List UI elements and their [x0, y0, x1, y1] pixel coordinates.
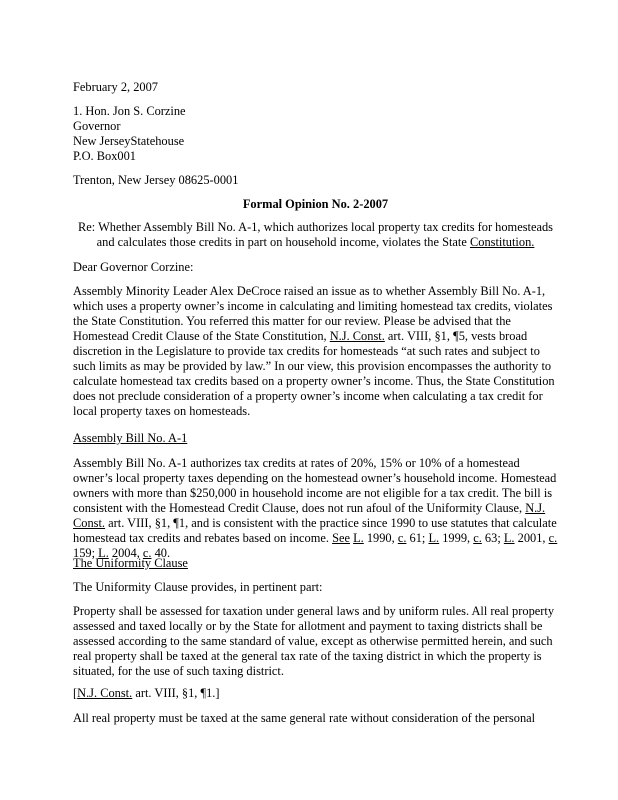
paragraph-intro: Assembly Minority Leader Alex DeCroce raised an issue as to whether Assembly Bill No. A-1, which uses a property owner’s income in calculating and limiting homestead tax credits, violates the State Constitution. You referred this matter for our review. Please be advised that the Homestead Credit Clause of the State Constitution, N.J. Const. art. VIII, §1, ¶5, vests broad discretion in the Legislature to provide tax credits for homesteads “at such rates and subject to such limits as may be provided by law.” In our view, this provision encompasses the authority to calculate homestead tax credits based on a property owner’s income. Thus, the State Constitution does not preclude consideration of a property owner’s income when calculating a tax credit for local property taxes on homesteads.: [73, 284, 555, 418]
paragraph-closing: All real property must be taxed at the same general rate without consideration of the personal: [73, 711, 536, 725]
citation-signal: See: [332, 531, 350, 545]
citation: N.J. Const.: [77, 686, 133, 700]
constitution-citation: [N.J. Const. art. VIII, §1, ¶1.]: [73, 686, 220, 700]
block-quote: Property shall be assessed for taxation under general laws and by uniform rules. All real property assessed and taxed locally or by the State for allotment and payment to taxing districts shall be assessed according to the same standard of value, except as otherwise permitted herein, and such real property shall be taxed at the general tax rate of the taxing district in which the property is situated, for the use of such taxing district.: [73, 604, 555, 678]
addressee-line: 1. Hon. Jon S. Corzine: [73, 104, 186, 118]
paragraph-lead-in: The Uniformity Clause provides, in pertinent part:: [73, 580, 323, 594]
addressee-block: [73, 104, 558, 164]
addressee-line: P.O. Box001: [73, 149, 136, 163]
addressee-line: Governor: [73, 119, 121, 133]
letter-date: February 2, 2007: [73, 80, 158, 94]
citation: N.J.: [525, 501, 546, 515]
section-heading: Assembly Bill No. A-1: [73, 431, 188, 445]
citation: L.: [98, 546, 109, 560]
paragraph-bill: Assembly Bill No. A-1 authorizes tax credits at rates of 20%, 15% or 10% of a homestead owner’s local property taxes depending on the homestead owner’s household income. Homestead owners with more than $250,000 in household income are not eligible for a tax credit. The bill is consistent with the Homestead Credit Clause, does not run afoul of the Uniformity Clause, N.J. Const. art. VIII, §1, ¶1, and is consistent with the practice since 1990 to use statutes that calculate homestead tax credits and rebates based on income. See L. 1990, c. 61; L. 1999, c. 63; L. 2001, c. 159; L. 2004, c. 40.: [73, 456, 558, 560]
citation: c.: [142, 546, 152, 560]
citation: c.: [548, 531, 558, 545]
citation: c.: [397, 531, 407, 545]
re-line: Re: Whether Assembly Bill No. A-1, which authorizes local property tax credits for homesteads and calculates those credits in part on household income, violates the State Constitution.: [78, 220, 553, 249]
section-heading: The Uniformity Clause: [73, 556, 188, 570]
salutation: Dear Governor Corzine:: [73, 260, 194, 274]
citation: Const.: [73, 516, 106, 530]
citation: N.J. Const.: [329, 329, 385, 343]
city-line: Trenton, New Jersey 08625-0001: [73, 173, 239, 187]
citation: c.: [473, 531, 482, 545]
opinion-title: Formal Opinion No. 2-2007: [242, 197, 389, 211]
constitution-link: Constitution.: [469, 235, 535, 249]
citation: L.: [503, 531, 515, 545]
addressee-line: New JerseyStatehouse: [73, 134, 185, 148]
citation: L.: [353, 531, 364, 545]
citation: L.: [428, 531, 440, 545]
